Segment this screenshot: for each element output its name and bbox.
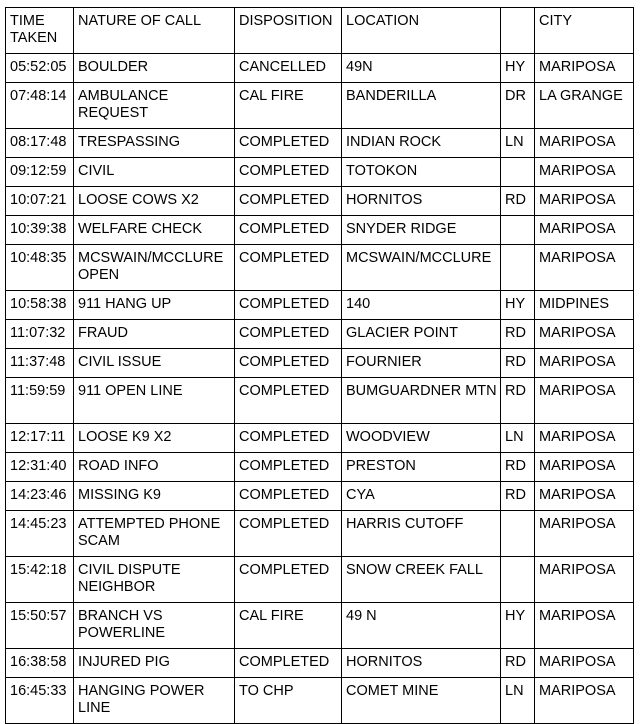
cell-suffix — [501, 557, 535, 603]
cell-time: 16:38:58 — [6, 649, 74, 678]
cell-time: 12:17:11 — [6, 424, 74, 453]
cell-disposition: TO CHP — [235, 678, 342, 724]
cell-disposition: COMPLETED — [235, 557, 342, 603]
cell-location: INDIAN ROCK — [342, 129, 501, 158]
cell-location: COMET MINE — [342, 678, 501, 724]
cell-city: MARIPOSA — [535, 129, 634, 158]
cell-disposition: COMPLETED — [235, 511, 342, 557]
cell-suffix — [501, 245, 535, 291]
cell-time: 10:48:35 — [6, 245, 74, 291]
table-row — [6, 453, 634, 482]
cell-nature: BRANCH VS POWERLINE — [74, 603, 235, 649]
cell-location: HORNITOS — [342, 187, 501, 216]
table-row — [6, 424, 634, 453]
cell-location: BUMGUARDNER MTN — [342, 378, 501, 424]
cell-suffix: RD — [501, 482, 535, 511]
cell-suffix: HY — [501, 54, 535, 83]
header-row — [6, 8, 634, 54]
cell-time: 14:23:46 — [6, 482, 74, 511]
table-row — [6, 129, 634, 158]
cell-location: CYA — [342, 482, 501, 511]
cell-time: 07:48:14 — [6, 83, 74, 129]
table-row — [6, 83, 634, 129]
cell-location: HORNITOS — [342, 649, 501, 678]
cell-location: SNOW CREEK FALL — [342, 557, 501, 603]
header-street-suffix — [501, 8, 535, 54]
cell-disposition: COMPLETED — [235, 349, 342, 378]
cell-time: 08:17:48 — [6, 129, 74, 158]
cell-location: BANDERILLA — [342, 83, 501, 129]
cell-city: MARIPOSA — [535, 158, 634, 187]
cell-location: MCSWAIN/MCCLURE — [342, 245, 501, 291]
cell-city: MARIPOSA — [535, 557, 634, 603]
cell-time: 10:39:38 — [6, 216, 74, 245]
cell-city: MARIPOSA — [535, 649, 634, 678]
table-row — [6, 158, 634, 187]
cell-time: 11:07:32 — [6, 320, 74, 349]
cell-suffix — [501, 511, 535, 557]
table-row — [6, 349, 634, 378]
cell-suffix: HY — [501, 291, 535, 320]
cell-suffix: LN — [501, 129, 535, 158]
cell-location: GLACIER POINT — [342, 320, 501, 349]
header-city: CITY — [535, 8, 634, 54]
cell-disposition: COMPLETED — [235, 187, 342, 216]
cell-disposition: COMPLETED — [235, 245, 342, 291]
table-row — [6, 54, 634, 83]
cell-city: MARIPOSA — [535, 603, 634, 649]
cell-suffix: RD — [501, 378, 535, 424]
cell-city: MARIPOSA — [535, 320, 634, 349]
header-disposition: DISPOSITION — [235, 8, 342, 54]
table-row — [6, 291, 634, 320]
table-row — [6, 482, 634, 511]
table-row — [6, 320, 634, 349]
table-row — [6, 187, 634, 216]
cell-time: 10:07:21 — [6, 187, 74, 216]
header-nature-of-call: NATURE OF CALL — [74, 8, 235, 54]
cell-disposition: CAL FIRE — [235, 83, 342, 129]
cell-time: 10:58:38 — [6, 291, 74, 320]
header-time-taken: TIME TAKEN — [6, 8, 74, 54]
cell-disposition: COMPLETED — [235, 424, 342, 453]
cell-location: 140 — [342, 291, 501, 320]
cell-suffix — [501, 158, 535, 187]
table-row — [6, 603, 634, 649]
cell-time: 15:42:18 — [6, 557, 74, 603]
table-row — [6, 649, 634, 678]
cell-suffix: RD — [501, 320, 535, 349]
cell-disposition: COMPLETED — [235, 482, 342, 511]
cell-location: HARRIS CUTOFF — [342, 511, 501, 557]
cell-suffix: RD — [501, 187, 535, 216]
table-row — [6, 511, 634, 557]
cell-location: TOTOKON — [342, 158, 501, 187]
cell-location: SNYDER RIDGE — [342, 216, 501, 245]
cell-disposition: CAL FIRE — [235, 603, 342, 649]
table-row — [6, 245, 634, 291]
cell-nature: TRESPASSING — [74, 129, 235, 158]
cell-city: MARIPOSA — [535, 245, 634, 291]
cell-location: FOURNIER — [342, 349, 501, 378]
cell-suffix: HY — [501, 603, 535, 649]
cell-city: LA GRANGE — [535, 83, 634, 129]
cell-suffix: RD — [501, 349, 535, 378]
cell-city: MARIPOSA — [535, 424, 634, 453]
cell-location: WOODVIEW — [342, 424, 501, 453]
cell-disposition: COMPLETED — [235, 320, 342, 349]
cell-nature: FRAUD — [74, 320, 235, 349]
cell-time: 16:45:33 — [6, 678, 74, 724]
cell-city: MARIPOSA — [535, 216, 634, 245]
cell-nature: ATTEMPTED PHONE SCAM — [74, 511, 235, 557]
cell-time: 11:59:59 — [6, 378, 74, 424]
cell-time: 11:37:48 — [6, 349, 74, 378]
cell-disposition: COMPLETED — [235, 158, 342, 187]
cell-suffix: LN — [501, 678, 535, 724]
cell-city: MIDPINES — [535, 291, 634, 320]
cell-disposition: CANCELLED — [235, 54, 342, 83]
cell-city: MARIPOSA — [535, 678, 634, 724]
cell-nature: LOOSE COWS X2 — [74, 187, 235, 216]
cell-nature: CIVIL DISPUTE NEIGHBOR — [74, 557, 235, 603]
cell-disposition: COMPLETED — [235, 216, 342, 245]
cell-time: 14:45:23 — [6, 511, 74, 557]
cell-city: MARIPOSA — [535, 54, 634, 83]
cell-suffix: RD — [501, 649, 535, 678]
cell-nature: AMBULANCE REQUEST — [74, 83, 235, 129]
cell-nature: HANGING POWER LINE — [74, 678, 235, 724]
cell-location: 49N — [342, 54, 501, 83]
cell-nature: CIVIL — [74, 158, 235, 187]
cell-nature: WELFARE CHECK — [74, 216, 235, 245]
table-row — [6, 216, 634, 245]
cell-nature: MISSING K9 — [74, 482, 235, 511]
cell-suffix: DR — [501, 83, 535, 129]
cell-time: 12:31:40 — [6, 453, 74, 482]
cell-city: MARIPOSA — [535, 349, 634, 378]
cell-nature: INJURED PIG — [74, 649, 235, 678]
cell-disposition: COMPLETED — [235, 129, 342, 158]
table-row — [6, 557, 634, 603]
cell-nature: ROAD INFO — [74, 453, 235, 482]
cell-time: 05:52:05 — [6, 54, 74, 83]
cell-suffix: LN — [501, 424, 535, 453]
table-row — [6, 378, 634, 424]
header-location: LOCATION — [342, 8, 501, 54]
cell-time: 09:12:59 — [6, 158, 74, 187]
cell-disposition: COMPLETED — [235, 453, 342, 482]
cell-nature: CIVIL ISSUE — [74, 349, 235, 378]
cell-city: MARIPOSA — [535, 378, 634, 424]
cell-nature: 911 OPEN LINE — [74, 378, 235, 424]
table-row — [6, 678, 634, 724]
cell-nature: BOULDER — [74, 54, 235, 83]
cell-disposition: COMPLETED — [235, 649, 342, 678]
cell-location: 49 N — [342, 603, 501, 649]
cell-disposition: COMPLETED — [235, 378, 342, 424]
cell-suffix: RD — [501, 453, 535, 482]
cell-city: MARIPOSA — [535, 187, 634, 216]
cell-suffix — [501, 216, 535, 245]
cell-city: MARIPOSA — [535, 453, 634, 482]
cell-city: MARIPOSA — [535, 482, 634, 511]
cell-nature: LOOSE K9 X2 — [74, 424, 235, 453]
call-log-table — [5, 7, 634, 724]
cell-location: PRESTON — [342, 453, 501, 482]
cell-city: MARIPOSA — [535, 511, 634, 557]
cell-time: 15:50:57 — [6, 603, 74, 649]
cell-nature: MCSWAIN/MCCLURE OPEN — [74, 245, 235, 291]
cell-disposition: COMPLETED — [235, 291, 342, 320]
cell-nature: 911 HANG UP — [74, 291, 235, 320]
